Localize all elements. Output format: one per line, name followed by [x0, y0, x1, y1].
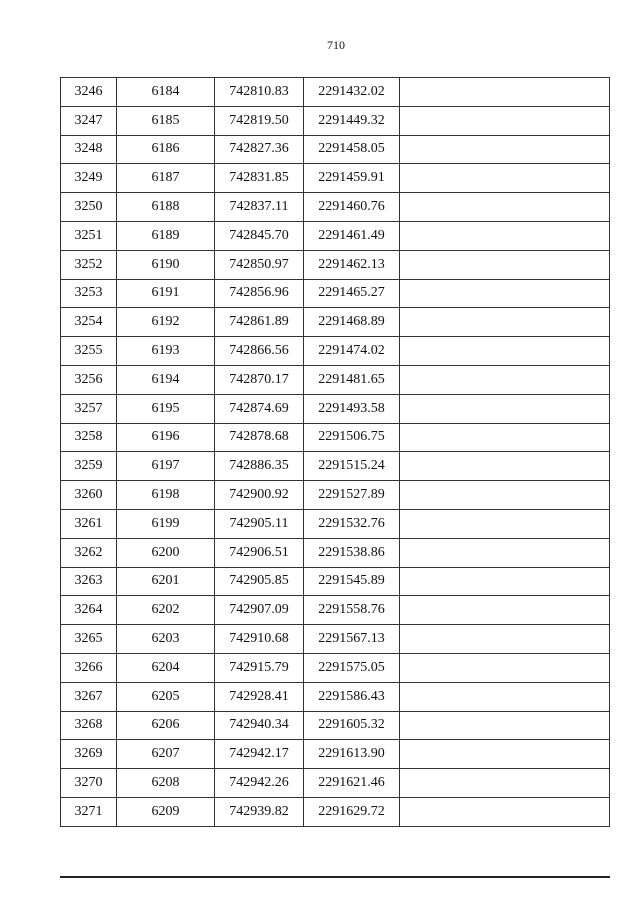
note-cell [400, 308, 610, 337]
table-row [61, 769, 610, 798]
point-id-cell: 6209 [117, 797, 215, 826]
x-coordinate-cell: 742819.50 [215, 106, 304, 135]
row-index-cell: 3269 [61, 740, 117, 769]
table-row [61, 740, 610, 769]
x-coordinate-cell: 742850.97 [215, 250, 304, 279]
point-id-cell: 6195 [117, 394, 215, 423]
table-row [61, 625, 610, 654]
row-index-cell: 3248 [61, 135, 117, 164]
x-coordinate-cell: 742845.70 [215, 221, 304, 250]
footer-divider [60, 876, 610, 878]
point-id-cell: 6184 [117, 78, 215, 107]
note-cell [400, 509, 610, 538]
x-coordinate-cell: 742905.85 [215, 567, 304, 596]
row-index-cell: 3264 [61, 596, 117, 625]
y-coordinate-cell: 2291449.32 [304, 106, 400, 135]
y-coordinate-cell: 2291605.32 [304, 711, 400, 740]
y-coordinate-cell: 2291586.43 [304, 682, 400, 711]
row-index-cell: 3253 [61, 279, 117, 308]
table-row [61, 135, 610, 164]
row-index-cell: 3258 [61, 423, 117, 452]
point-id-cell: 6189 [117, 221, 215, 250]
table-row [61, 250, 610, 279]
table-row [61, 78, 610, 107]
note-cell [400, 193, 610, 222]
x-coordinate-cell: 742928.41 [215, 682, 304, 711]
table-row [61, 106, 610, 135]
table-row [61, 509, 610, 538]
note-cell [400, 423, 610, 452]
y-coordinate-cell: 2291527.89 [304, 481, 400, 510]
table-row [61, 711, 610, 740]
table-row [61, 596, 610, 625]
row-index-cell: 3251 [61, 221, 117, 250]
row-index-cell: 3266 [61, 653, 117, 682]
note-cell [400, 653, 610, 682]
y-coordinate-cell: 2291613.90 [304, 740, 400, 769]
row-index-cell: 3271 [61, 797, 117, 826]
point-id-cell: 6205 [117, 682, 215, 711]
row-index-cell: 3250 [61, 193, 117, 222]
y-coordinate-cell: 2291515.24 [304, 452, 400, 481]
row-index-cell: 3249 [61, 164, 117, 193]
note-cell [400, 769, 610, 798]
y-coordinate-cell: 2291493.58 [304, 394, 400, 423]
y-coordinate-cell: 2291459.91 [304, 164, 400, 193]
point-id-cell: 6193 [117, 337, 215, 366]
x-coordinate-cell: 742878.68 [215, 423, 304, 452]
note-cell [400, 797, 610, 826]
row-index-cell: 3259 [61, 452, 117, 481]
x-coordinate-cell: 742837.11 [215, 193, 304, 222]
point-id-cell: 6188 [117, 193, 215, 222]
note-cell [400, 135, 610, 164]
row-index-cell: 3267 [61, 682, 117, 711]
point-id-cell: 6204 [117, 653, 215, 682]
note-cell [400, 394, 610, 423]
note-cell [400, 711, 610, 740]
row-index-cell: 3247 [61, 106, 117, 135]
note-cell [400, 221, 610, 250]
y-coordinate-cell: 2291506.75 [304, 423, 400, 452]
note-cell [400, 567, 610, 596]
table-row [61, 653, 610, 682]
row-index-cell: 3255 [61, 337, 117, 366]
table-row [61, 538, 610, 567]
table-row [61, 423, 610, 452]
point-id-cell: 6187 [117, 164, 215, 193]
table-row [61, 308, 610, 337]
table-row [61, 797, 610, 826]
row-index-cell: 3270 [61, 769, 117, 798]
note-cell [400, 365, 610, 394]
point-id-cell: 6191 [117, 279, 215, 308]
y-coordinate-cell: 2291538.86 [304, 538, 400, 567]
table-row [61, 279, 610, 308]
x-coordinate-cell: 742942.17 [215, 740, 304, 769]
table-row [61, 365, 610, 394]
note-cell [400, 740, 610, 769]
point-id-cell: 6201 [117, 567, 215, 596]
row-index-cell: 3262 [61, 538, 117, 567]
table-row [61, 567, 610, 596]
y-coordinate-cell: 2291460.76 [304, 193, 400, 222]
note-cell [400, 78, 610, 107]
note-cell [400, 538, 610, 567]
x-coordinate-cell: 742831.85 [215, 164, 304, 193]
x-coordinate-cell: 742861.89 [215, 308, 304, 337]
point-id-cell: 6194 [117, 365, 215, 394]
point-id-cell: 6196 [117, 423, 215, 452]
table-row [61, 164, 610, 193]
point-id-cell: 6206 [117, 711, 215, 740]
x-coordinate-cell: 742886.35 [215, 452, 304, 481]
y-coordinate-cell: 2291532.76 [304, 509, 400, 538]
note-cell [400, 337, 610, 366]
note-cell [400, 625, 610, 654]
y-coordinate-cell: 2291558.76 [304, 596, 400, 625]
note-cell [400, 452, 610, 481]
row-index-cell: 3254 [61, 308, 117, 337]
coordinates-table [60, 77, 610, 827]
table-row [61, 682, 610, 711]
y-coordinate-cell: 2291545.89 [304, 567, 400, 596]
x-coordinate-cell: 742905.11 [215, 509, 304, 538]
point-id-cell: 6190 [117, 250, 215, 279]
row-index-cell: 3261 [61, 509, 117, 538]
row-index-cell: 3268 [61, 711, 117, 740]
table-row [61, 221, 610, 250]
note-cell [400, 250, 610, 279]
point-id-cell: 6202 [117, 596, 215, 625]
page-number: 710 [327, 38, 345, 52]
point-id-cell: 6192 [117, 308, 215, 337]
note-cell [400, 279, 610, 308]
row-index-cell: 3246 [61, 78, 117, 107]
table-row [61, 394, 610, 423]
x-coordinate-cell: 742939.82 [215, 797, 304, 826]
point-id-cell: 6197 [117, 452, 215, 481]
x-coordinate-cell: 742900.92 [215, 481, 304, 510]
table-row [61, 193, 610, 222]
x-coordinate-cell: 742827.36 [215, 135, 304, 164]
row-index-cell: 3256 [61, 365, 117, 394]
x-coordinate-cell: 742907.09 [215, 596, 304, 625]
y-coordinate-cell: 2291629.72 [304, 797, 400, 826]
x-coordinate-cell: 742915.79 [215, 653, 304, 682]
note-cell [400, 596, 610, 625]
y-coordinate-cell: 2291458.05 [304, 135, 400, 164]
point-id-cell: 6198 [117, 481, 215, 510]
x-coordinate-cell: 742910.68 [215, 625, 304, 654]
point-id-cell: 6185 [117, 106, 215, 135]
y-coordinate-cell: 2291461.49 [304, 221, 400, 250]
point-id-cell: 6207 [117, 740, 215, 769]
y-coordinate-cell: 2291621.46 [304, 769, 400, 798]
point-id-cell: 6199 [117, 509, 215, 538]
table-row [61, 481, 610, 510]
table-row [61, 452, 610, 481]
note-cell [400, 164, 610, 193]
y-coordinate-cell: 2291468.89 [304, 308, 400, 337]
row-index-cell: 3257 [61, 394, 117, 423]
x-coordinate-cell: 742940.34 [215, 711, 304, 740]
y-coordinate-cell: 2291432.02 [304, 78, 400, 107]
x-coordinate-cell: 742810.83 [215, 78, 304, 107]
point-id-cell: 6208 [117, 769, 215, 798]
y-coordinate-cell: 2291474.02 [304, 337, 400, 366]
table-row [61, 337, 610, 366]
x-coordinate-cell: 742906.51 [215, 538, 304, 567]
y-coordinate-cell: 2291462.13 [304, 250, 400, 279]
note-cell [400, 481, 610, 510]
y-coordinate-cell: 2291575.05 [304, 653, 400, 682]
x-coordinate-cell: 742856.96 [215, 279, 304, 308]
x-coordinate-cell: 742942.26 [215, 769, 304, 798]
row-index-cell: 3252 [61, 250, 117, 279]
y-coordinate-cell: 2291567.13 [304, 625, 400, 654]
point-id-cell: 6200 [117, 538, 215, 567]
note-cell [400, 682, 610, 711]
table-body [61, 78, 610, 827]
x-coordinate-cell: 742870.17 [215, 365, 304, 394]
x-coordinate-cell: 742866.56 [215, 337, 304, 366]
point-id-cell: 6203 [117, 625, 215, 654]
point-id-cell: 6186 [117, 135, 215, 164]
y-coordinate-cell: 2291465.27 [304, 279, 400, 308]
y-coordinate-cell: 2291481.65 [304, 365, 400, 394]
note-cell [400, 106, 610, 135]
row-index-cell: 3265 [61, 625, 117, 654]
row-index-cell: 3263 [61, 567, 117, 596]
x-coordinate-cell: 742874.69 [215, 394, 304, 423]
row-index-cell: 3260 [61, 481, 117, 510]
